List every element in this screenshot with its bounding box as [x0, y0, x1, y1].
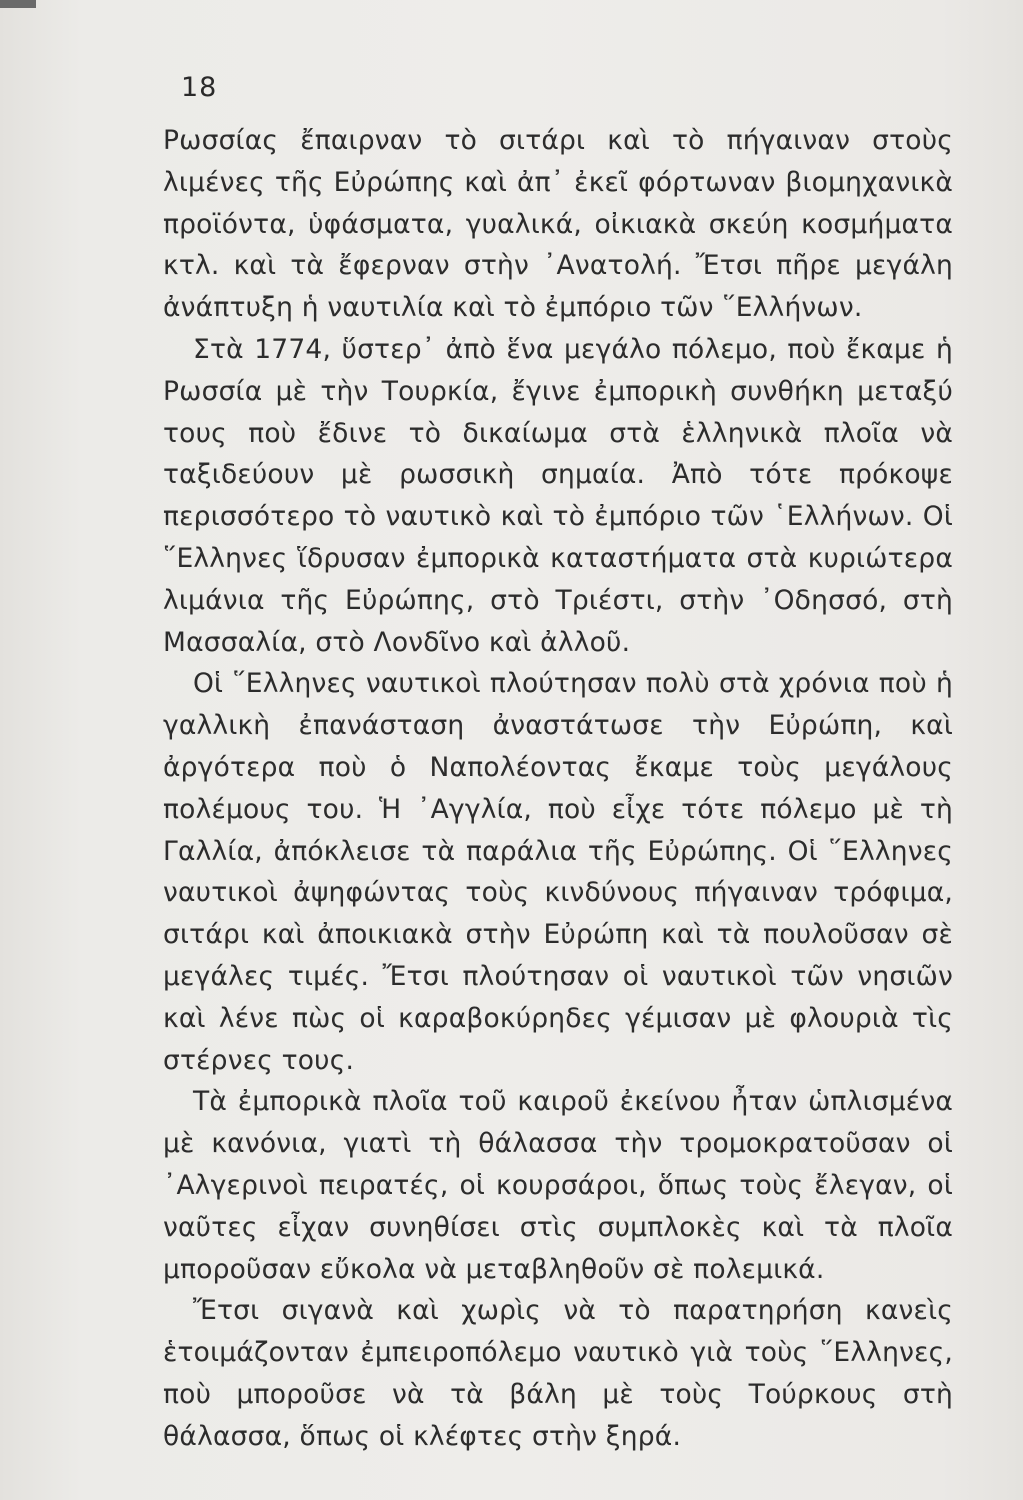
paragraph-5: Ἔτσι σιγανὰ καὶ χωρὶς νὰ τὸ παρατηρήση κανεὶς ἑτοιμάζονταν ἐμπειροπόλεμο ναυτικὸ γιὰ τοὺς ῞Ελληνες, ποὺ μποροῦσε νὰ τὰ βάλη μὲ τοὺς Τούρκους στὴ θάλασσα, ὅπως οἱ κλέφτες στὴν ξηρά.	[163, 1295, 953, 1452]
paragraph-4: Τὰ ἐμπορικὰ πλοῖα τοῦ καιροῦ ἐκείνου ἦταν ὡπλισμένα μὲ κανόνια, γιατὶ τὴ θάλασσα τὴν τρομοκρατοῦσαν οἱ ᾿Αλγερινοὶ πειρατές, οἱ κουρσάροι, ὅπως τοὺς ἔλεγαν, οἱ ναῦτες εἶχαν συνηθίσει στὶς συμπλοκὲς καὶ τὰ πλοῖα μποροῦσαν εὔκολα νὰ μεταβληθοῦν σὲ πολεμικά.	[163, 1086, 953, 1285]
paragraph-3: Οἱ ῞Ελληνες ναυτικοὶ πλούτησαν πολὺ στὰ χρόνια ποὺ ἡ γαλλικὴ ἐπανάσταση ἀναστάτωσε τὴν Εὐρώπη, καὶ ἀργότερα ποὺ ὁ Ναπολέοντας ἔκαμε τοὺς μεγάλους πολέμους του. Ἡ ᾿Αγγλία, ποὺ εἶχε τότε πόλεμο μὲ τὴ Γαλλία, ἀπόκλεισε τὰ παράλια τῆς Εὐρώπης. Οἱ ῞Ελληνες ναυτικοὶ ἀψηφώντας τοὺς κινδύνους πήγαιναν τρόφιμα, σιτάρι καὶ ἀποικιακὰ στὴν Εὐρώπη καὶ τὰ πουλοῦσαν σὲ μεγάλες τιμές. Ἔτσι πλούτησαν οἱ ναυτικοὶ τῶν νησιῶν καὶ λένε πὼς οἱ καραβοκύρηδες γέμισαν μὲ φλουριὰ τὶς στέρνες τους.	[163, 668, 953, 1076]
paragraph-2: Στὰ 1774, ὕστερ᾽ ἀπὸ ἕνα μεγάλο πόλεμο, ποὺ ἔκαμε ἡ Ρωσσία μὲ τὴν Τουρκία, ἔγινε ἐμπορικὴ συνθήκη μεταξύ τους ποὺ ἔδινε τὸ δικαίωμα στὰ ἑλληνικὰ πλοῖα νὰ ταξιδεύουν μὲ ρωσσικὴ σημαία. Ἀπὸ τότε πρόκοψε περισσότερο τὸ ναυτικὸ καὶ τὸ ἐμπόριο τῶν ῾Ελλήνων. Οἱ ῞Ελληνες ἵδρυσαν ἐμπορικὰ καταστήματα στὰ κυριώτερα λιμάνια τῆς Εὐρώπης, στὸ Τριέστι, στὴν ᾿Οδησσό, στὴ Μασσαλία, στὸ Λονδῖνο καὶ ἀλλοῦ.	[163, 333, 953, 658]
page-number: 18	[181, 72, 218, 103]
scan-edge-mark	[0, 0, 36, 8]
paragraph-1: Ρωσσίας ἔπαιρναν τὸ σιτάρι καὶ τὸ πήγαιναν στοὺς λιμένες τῆς Εὐρώπης καὶ ἀπ᾽ ἐκεῖ φόρτωναν βιομηχανικὰ προϊόντα, ὑφάσματα, γυαλικά, οἰκιακὰ σκεύη κοσμήματα κτλ. καὶ τὰ ἔφερναν στὴν ᾿Ανατολή. Ἔτσι πῆρε μεγάλη ἀνάπτυξη ἡ ναυτιλία καὶ τὸ ἐμπόριο τῶν ῞Ελλήνων.	[163, 125, 953, 324]
body-text	[163, 120, 953, 1458]
